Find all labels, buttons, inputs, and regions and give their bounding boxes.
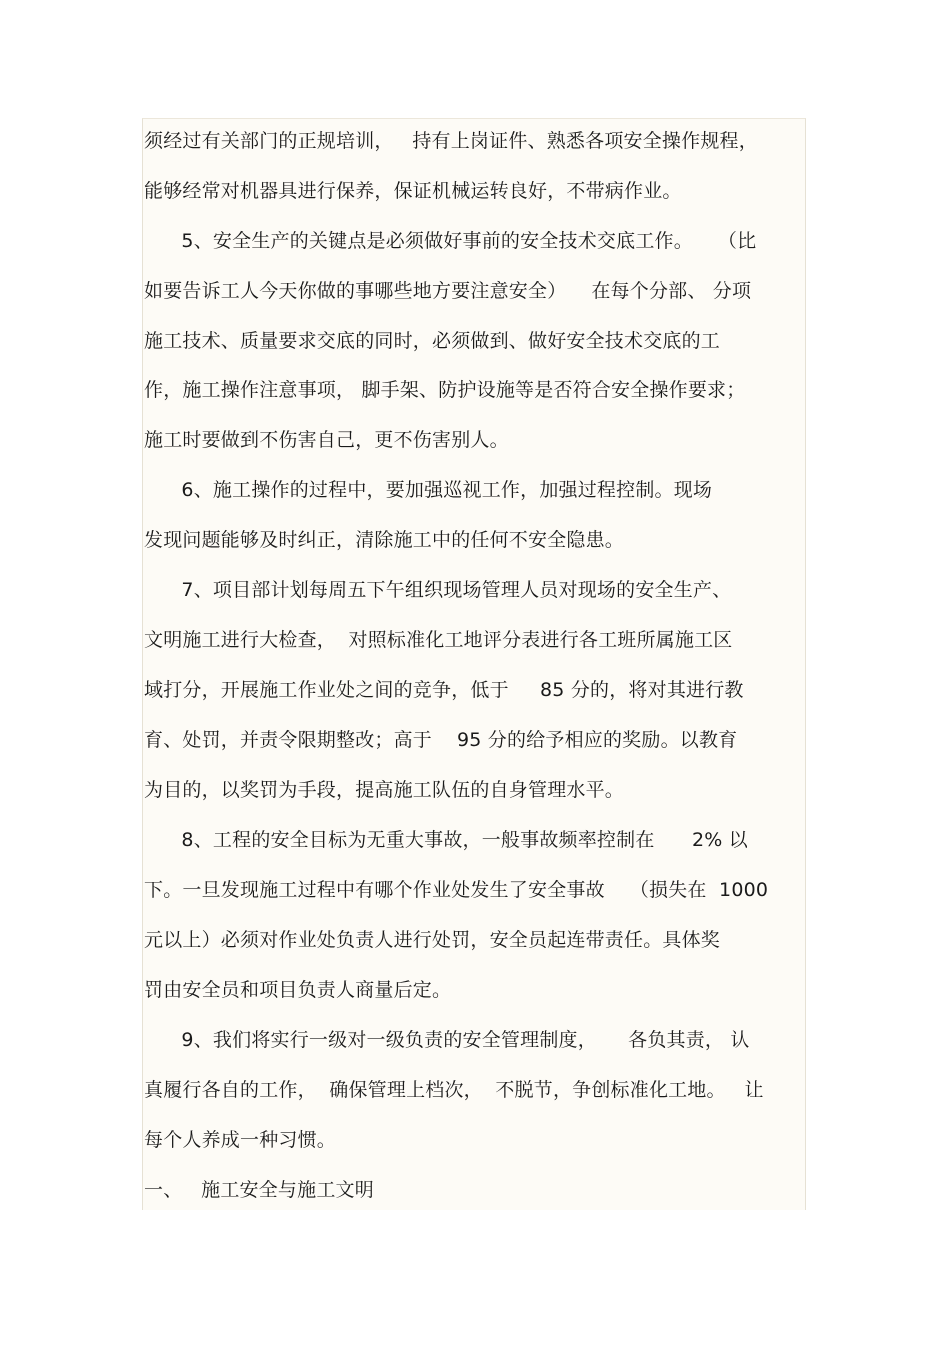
text-line: 下。一旦发现施工过程中有哪个作业处发生了安全事故 （损失在 1000 (144, 879, 769, 901)
text-line: 9、我们将实行一级对一级负责的安全管理制度， 各负其责， 认 (144, 1029, 750, 1051)
text-line: 6、施工操作的过程中，要加强巡视工作，加强过程控制。现场 (144, 479, 713, 501)
text-line: 8、工程的安全目标为无重大事故，一般事故频率控制在 2% 以 (144, 829, 748, 851)
text-line: 元以上）必须对作业处负责人进行处罚，安全员起连带责任。具体奖 (144, 929, 721, 951)
text-line: 7、项目部计划每周五下午组织现场管理人员对现场的安全生产、 (144, 579, 732, 601)
text-line: 发现问题能够及时纠正，清除施工中的任何不安全隐患。 (144, 529, 625, 551)
text-line: 域打分，开展施工作业处之间的竞争，低于 85 分的，将对其进行教 (144, 679, 744, 701)
text-line: 施工时要做到不伤害自己，更不伤害别人。 (144, 429, 509, 451)
text-line: 育、处罚，并责令限期整改；高于 95 分的给予相应的奖励。以教育 (144, 729, 738, 751)
text-line: 如要告诉工人今天你做的事哪些地方要注意安全） 在每个分部、 分项 (144, 280, 752, 302)
text-line: 为目的，以奖罚为手段，提高施工队伍的自身管理水平。 (144, 779, 625, 801)
text-line: 罚由安全员和项目负责人商量后定。 (144, 979, 452, 1001)
text-line: 能够经常对机器具进行保养，保证机械运转良好，不带病作业。 (144, 180, 682, 202)
text-line: 每个人养成一种习惯。 (144, 1129, 337, 1151)
text-line: 作，施工操作注意事项， 脚手架、防护设施等是否符合安全操作要求； (144, 379, 746, 401)
text-line: 5、安全生产的关键点是必须做好事前的安全技术交底工作。 （比 (144, 230, 757, 252)
section-heading: 一、 施工安全与施工文明 (144, 1179, 374, 1201)
text-line: 须经过有关部门的正规培训， 持有上岗证件、熟悉各项安全操作规程， (144, 130, 758, 152)
text-line: 真履行各自的工作， 确保管理上档次， 不脱节，争创标准化工地。 让 (144, 1079, 764, 1101)
text-line: 文明施工进行大检查， 对照标准化工地评分表进行各工班所属施工区 (144, 629, 733, 651)
text-line: 施工技术、质量要求交底的同时，必须做到、做好安全技术交底的工 (144, 330, 721, 352)
